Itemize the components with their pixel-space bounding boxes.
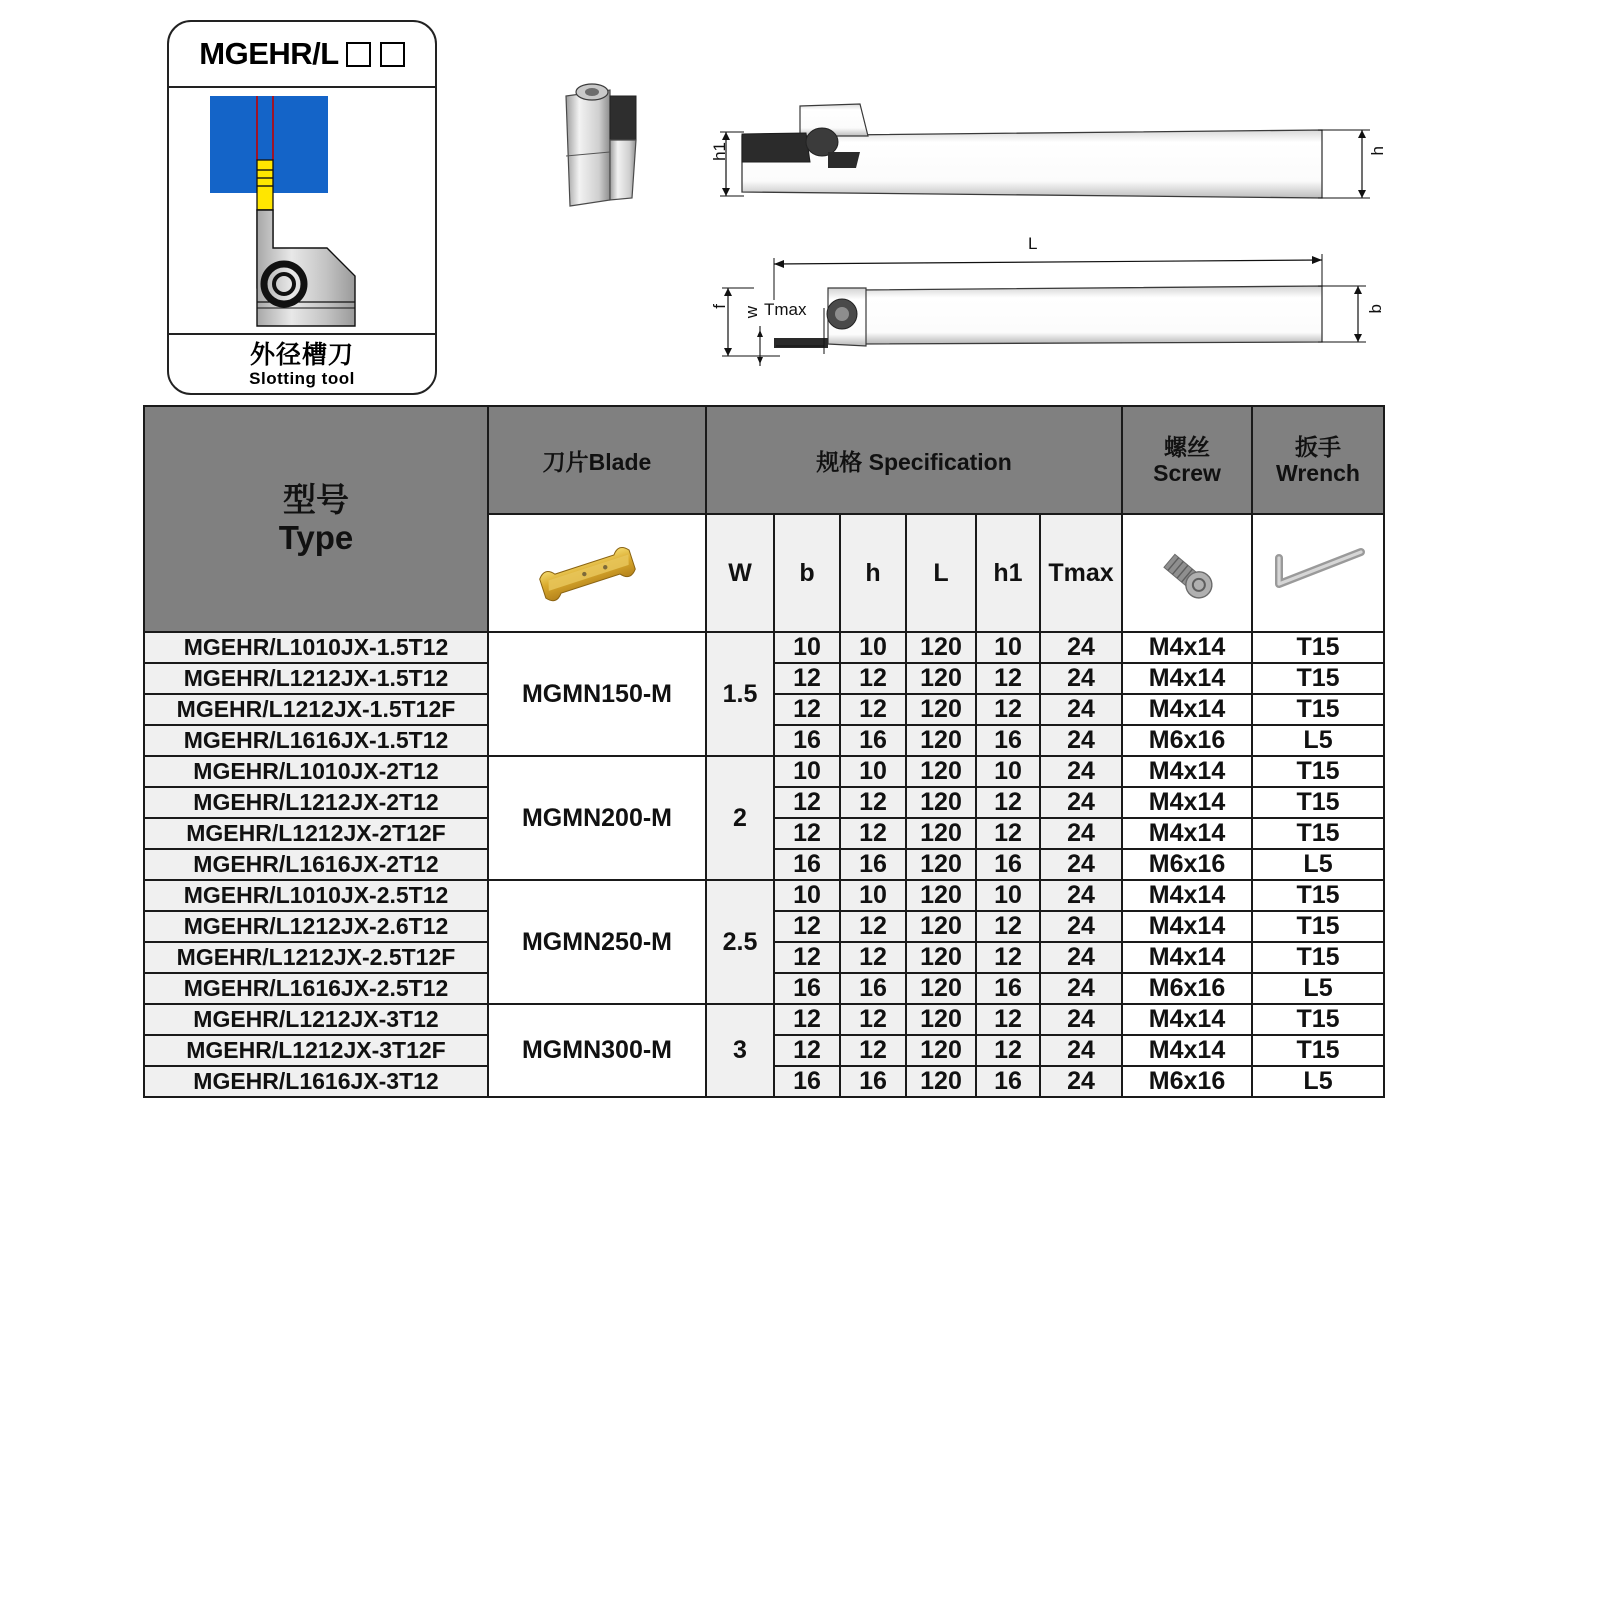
header-blade-icon-cell (488, 514, 706, 632)
cell-h: 12 (840, 942, 906, 973)
cell-type: MGEHR/L1212JX-2T12F (144, 818, 488, 849)
cell-screw: M6x16 (1122, 849, 1252, 880)
cell-L: 120 (906, 787, 976, 818)
header-specification: 规格 Specification (706, 406, 1122, 514)
cell-type: MGEHR/L1212JX-1.5T12F (144, 694, 488, 725)
cell-L: 120 (906, 663, 976, 694)
header-screw-cn: 螺丝 (1164, 433, 1211, 460)
cell-h1: 10 (976, 756, 1040, 787)
cell-b: 12 (774, 911, 840, 942)
cell-h1: 12 (976, 911, 1040, 942)
sv-head (800, 104, 868, 136)
sv-arrow-h1-top (722, 132, 730, 140)
cell-Tmax: 24 (1040, 942, 1122, 973)
cell-L: 120 (906, 973, 976, 1004)
cell-h: 16 (840, 1066, 906, 1097)
cell-wrench: T15 (1252, 1035, 1384, 1066)
product-card-figure (169, 88, 435, 333)
header-col-b: b (774, 514, 840, 632)
cell-Tmax: 24 (1040, 1035, 1122, 1066)
label-Tmax: Tmax (764, 300, 807, 319)
cell-h1: 16 (976, 973, 1040, 1004)
cell-h1: 12 (976, 663, 1040, 694)
cell-screw: M6x16 (1122, 1066, 1252, 1097)
header-wrench (1252, 406, 1384, 514)
cell-Tmax: 24 (1040, 632, 1122, 663)
cell-Tmax: 24 (1040, 973, 1122, 1004)
cell-wrench: T15 (1252, 942, 1384, 973)
cell-screw: M4x14 (1122, 663, 1252, 694)
top-view-drawing (690, 234, 1390, 393)
cell-h: 12 (840, 787, 906, 818)
tv-clamp-torx (835, 307, 849, 321)
cell-type: MGEHR/L1616JX-2T12 (144, 849, 488, 880)
sv-arrow-h1-bot (722, 188, 730, 196)
end-view-svg (548, 78, 668, 208)
cell-b: 10 (774, 880, 840, 911)
cell-type: MGEHR/L1010JX-2.5T12 (144, 880, 488, 911)
cell-type: MGEHR/L1212JX-1.5T12 (144, 663, 488, 694)
cell-wrench: T15 (1252, 694, 1384, 725)
product-card-title (169, 22, 435, 88)
header-wrench-icon-cell (1252, 514, 1384, 632)
cell-h: 10 (840, 756, 906, 787)
cell-L: 120 (906, 1004, 976, 1035)
table-row[interactable] (144, 1004, 1384, 1035)
cell-blade: MGMN200-M (488, 756, 706, 880)
cell-Tmax: 24 (1040, 818, 1122, 849)
cell-h: 12 (840, 694, 906, 725)
wrench-highlight (1279, 552, 1361, 584)
cell-Tmax: 24 (1040, 694, 1122, 725)
cell-blade: MGMN250-M (488, 880, 706, 1004)
cutting-insert (257, 160, 273, 210)
cell-wrench: L5 (1252, 725, 1384, 756)
cell-h: 16 (840, 725, 906, 756)
cell-h: 12 (840, 1035, 906, 1066)
placeholder-box-1 (346, 42, 371, 67)
cell-h1: 12 (976, 694, 1040, 725)
tv-arrow-w-bot (757, 357, 763, 364)
cell-b: 12 (774, 1004, 840, 1035)
sv-clamp (806, 128, 838, 156)
cell-L: 120 (906, 942, 976, 973)
cell-w: 3 (706, 1004, 774, 1097)
cell-h1: 12 (976, 942, 1040, 973)
cell-wrench: T15 (1252, 880, 1384, 911)
cell-wrench: T15 (1252, 787, 1384, 818)
product-card-caption (169, 333, 435, 395)
tv-arrow-b-top (1354, 286, 1362, 294)
ev-insert (610, 96, 636, 140)
cell-blade: MGMN150-M (488, 632, 706, 756)
cell-screw: M6x16 (1122, 973, 1252, 1004)
specification-table-body (144, 632, 1384, 1097)
side-view-svg (710, 100, 1380, 225)
cell-wrench: T15 (1252, 911, 1384, 942)
cell-wrench: L5 (1252, 1066, 1384, 1097)
cell-h1: 10 (976, 632, 1040, 663)
cell-h: 12 (840, 1004, 906, 1035)
header-type (144, 406, 488, 632)
label-h1: h1 (710, 142, 729, 161)
specification-table (143, 405, 1385, 1098)
header-screw-icon-cell (1122, 514, 1252, 632)
cell-type: MGEHR/L1010JX-2T12 (144, 756, 488, 787)
cell-screw: M4x14 (1122, 632, 1252, 663)
cell-h1: 16 (976, 849, 1040, 880)
side-view-drawing (710, 100, 1387, 230)
cell-Tmax: 24 (1040, 1066, 1122, 1097)
header-col-L: L (906, 514, 976, 632)
cell-h: 10 (840, 880, 906, 911)
cell-b: 12 (774, 1035, 840, 1066)
cell-type: MGEHR/L1212JX-3T12F (144, 1035, 488, 1066)
label-h: h (1368, 146, 1387, 156)
label-f: f (710, 304, 729, 309)
label-L: L (1028, 234, 1038, 253)
cell-h1: 12 (976, 818, 1040, 849)
label-b: b (1366, 304, 1385, 314)
cell-wrench: L5 (1252, 849, 1384, 880)
table-row[interactable] (144, 756, 1384, 787)
tv-arrow-b-bot (1354, 334, 1362, 342)
sv-chipbreaker (828, 152, 860, 168)
cell-h: 12 (840, 818, 906, 849)
cell-screw: M4x14 (1122, 880, 1252, 911)
tv-arrow-f-bot (724, 348, 732, 356)
cell-b: 16 (774, 725, 840, 756)
cell-b: 12 (774, 787, 840, 818)
cell-Tmax: 24 (1040, 1004, 1122, 1035)
cell-Tmax: 24 (1040, 756, 1122, 787)
cell-w: 2 (706, 756, 774, 880)
cell-screw: M4x14 (1122, 787, 1252, 818)
cell-w: 1.5 (706, 632, 774, 756)
ev-lower (610, 140, 636, 200)
torx-screw-icon (1145, 536, 1229, 606)
cell-type: MGEHR/L1010JX-1.5T12 (144, 632, 488, 663)
product-card-title-text: MGEHR/L (199, 36, 339, 71)
header-blade: 刀片Blade (488, 406, 706, 514)
cell-screw: M4x14 (1122, 756, 1252, 787)
cell-h1: 16 (976, 725, 1040, 756)
specification-table-wrap (143, 405, 1383, 1098)
cell-type: MGEHR/L1212JX-2.6T12 (144, 911, 488, 942)
cell-Tmax: 24 (1040, 880, 1122, 911)
hex-key-wrench-icon (1263, 538, 1373, 604)
header-screw (1122, 406, 1252, 514)
cell-wrench: T15 (1252, 1004, 1384, 1035)
cell-type: MGEHR/L1616JX-1.5T12 (144, 725, 488, 756)
cell-screw: M4x14 (1122, 694, 1252, 725)
cell-b: 10 (774, 756, 840, 787)
cell-w: 2.5 (706, 880, 774, 1004)
header-screw-en: Screw (1153, 460, 1221, 486)
cell-h: 16 (840, 973, 906, 1004)
header-wrench-en: Wrench (1276, 460, 1360, 486)
cell-b: 10 (774, 632, 840, 663)
cell-L: 120 (906, 694, 976, 725)
cell-screw: M6x16 (1122, 725, 1252, 756)
cell-screw: M4x14 (1122, 942, 1252, 973)
tv-arrow-w-top (757, 330, 763, 337)
insert-body-group (538, 545, 637, 603)
cell-h1: 12 (976, 1035, 1040, 1066)
cell-wrench: T15 (1252, 818, 1384, 849)
cell-blade: MGMN300-M (488, 1004, 706, 1097)
cell-wrench: L5 (1252, 973, 1384, 1004)
end-view-drawing (548, 78, 668, 213)
cell-type: MGEHR/L1212JX-2.5T12F (144, 942, 488, 973)
title-placeholder-boxes (346, 42, 405, 67)
cell-b: 12 (774, 818, 840, 849)
cell-L: 120 (906, 880, 976, 911)
cell-Tmax: 24 (1040, 725, 1122, 756)
cell-b: 16 (774, 849, 840, 880)
placeholder-box-2 (380, 42, 405, 67)
cell-L: 120 (906, 756, 976, 787)
label-w: w (742, 306, 761, 319)
cell-type: MGEHR/L1212JX-3T12 (144, 1004, 488, 1035)
cell-wrench: T15 (1252, 756, 1384, 787)
cell-L: 120 (906, 911, 976, 942)
header-type-cn: 型号 (283, 481, 349, 519)
cell-Tmax: 24 (1040, 787, 1122, 818)
header-col-Tmax: Tmax (1040, 514, 1122, 632)
sv-arrow-h-top (1358, 130, 1366, 138)
cell-L: 120 (906, 725, 976, 756)
cell-h1: 12 (976, 787, 1040, 818)
ev-body (566, 90, 610, 206)
header-wrench-cn: 扳手 (1295, 433, 1342, 460)
slotting-tool-diagram-svg (169, 88, 435, 333)
cell-type: MGEHR/L1212JX-2T12 (144, 787, 488, 818)
cell-b: 16 (774, 1066, 840, 1097)
cell-b: 16 (774, 973, 840, 1004)
cell-wrench: T15 (1252, 663, 1384, 694)
cell-screw: M4x14 (1122, 1035, 1252, 1066)
screw-group (1161, 550, 1217, 603)
cell-Tmax: 24 (1040, 849, 1122, 880)
cell-L: 120 (906, 1066, 976, 1097)
cell-type: MGEHR/L1616JX-2.5T12 (144, 973, 488, 1004)
cell-screw: M4x14 (1122, 818, 1252, 849)
cell-L: 120 (906, 1035, 976, 1066)
header-type-en: Type (278, 519, 354, 556)
cell-screw: M4x14 (1122, 1004, 1252, 1035)
cell-Tmax: 24 (1040, 663, 1122, 694)
cell-h: 12 (840, 911, 906, 942)
cell-L: 120 (906, 632, 976, 663)
tv-dim-L (774, 260, 1322, 264)
carbide-insert-icon (522, 531, 672, 611)
cell-h1: 10 (976, 880, 1040, 911)
cell-h1: 16 (976, 1066, 1040, 1097)
cell-h: 12 (840, 663, 906, 694)
cell-L: 120 (906, 849, 976, 880)
cell-type: MGEHR/L1616JX-3T12 (144, 1066, 488, 1097)
product-card (167, 20, 437, 395)
sv-arrow-h-bot (1358, 190, 1366, 198)
cell-h: 16 (840, 849, 906, 880)
cell-b: 12 (774, 663, 840, 694)
cell-Tmax: 24 (1040, 911, 1122, 942)
cell-screw: M4x14 (1122, 911, 1252, 942)
cell-b: 12 (774, 694, 840, 725)
tv-arrow-L-left (774, 260, 784, 268)
caption-cn: 外径槽刀 (249, 340, 354, 369)
ev-screw-torx (585, 88, 599, 96)
table-row[interactable] (144, 880, 1384, 911)
cell-h1: 12 (976, 1004, 1040, 1035)
caption-en: Slotting tool (249, 369, 355, 389)
cell-b: 12 (774, 942, 840, 973)
table-row[interactable] (144, 632, 1384, 663)
header-col-W: W (706, 514, 774, 632)
cell-wrench: T15 (1252, 632, 1384, 663)
sv-insert-dark (742, 133, 810, 162)
tv-arrow-f-top (724, 288, 732, 296)
tv-shank (860, 286, 1322, 344)
header-col-h: h (840, 514, 906, 632)
cell-L: 120 (906, 818, 976, 849)
header-col-h1: h1 (976, 514, 1040, 632)
tv-arrow-L-right (1312, 256, 1322, 264)
cell-h: 10 (840, 632, 906, 663)
